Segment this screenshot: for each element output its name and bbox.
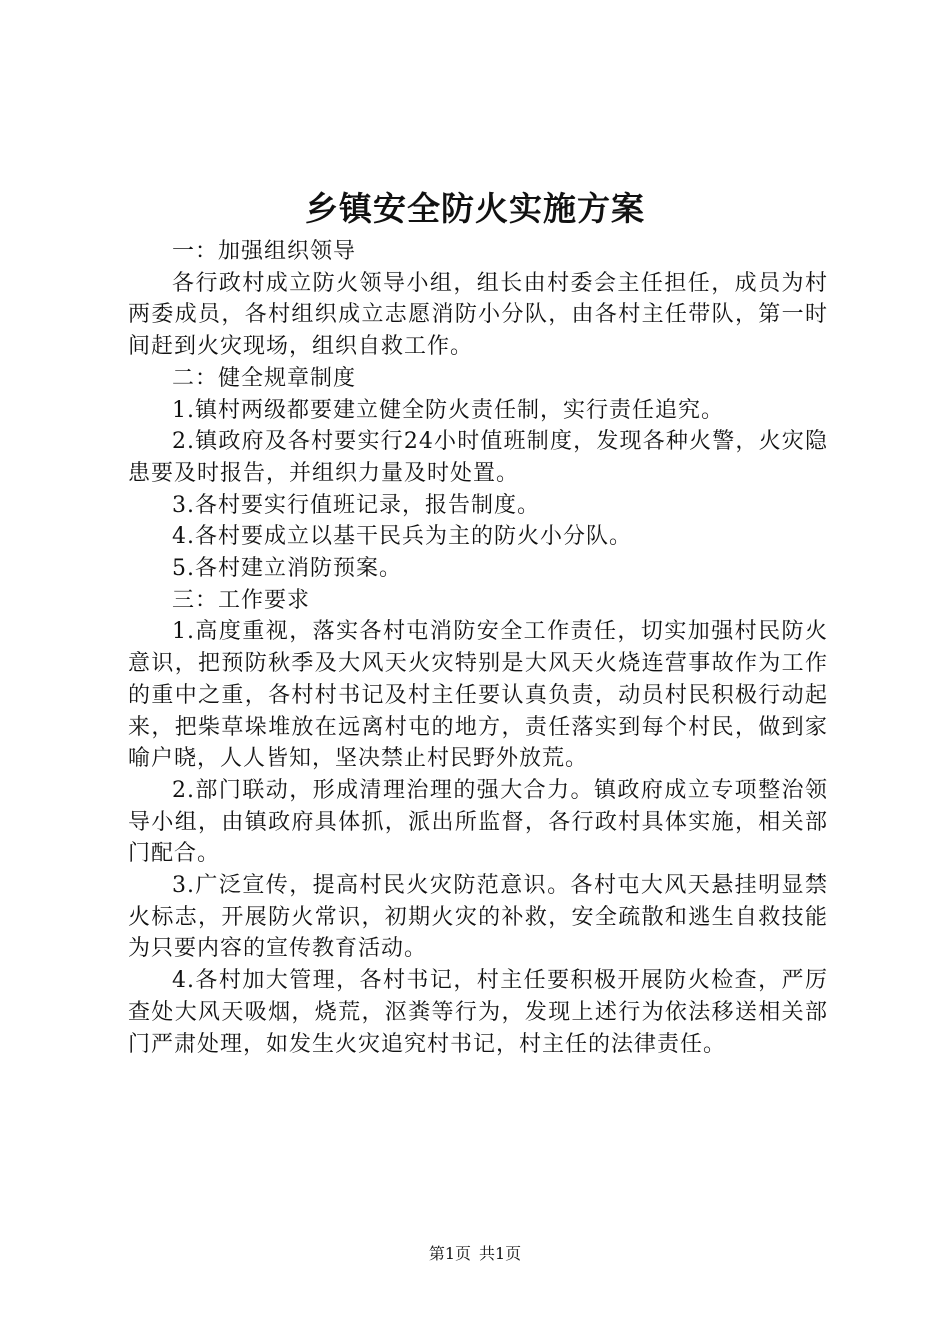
list-item: 1.高度重视，落实各村屯消防安全工作责任，切实加强村民防火意识，把预防秋季及大风天火灾特别是大风天火烧连营事故作为工作的重中之重，各村村书记及村主任要认真负责，动员村民积极行动起来，把柴草垛堆放在远离村屯的地方，责任落实到每个村民，做到家喻户晓，人人皆知，坚决禁止村民野外放荒。 xyxy=(128,619,828,772)
section-heading: 一：加强组织领导 xyxy=(172,239,357,264)
paragraph: 各行政村成立防火领导小组，组长由村委会主任担任，成员为村两委成员，各村组织成立志愿消防小分队，由各村主任带队，第一时间赶到火灾现场，组织自救工作。 xyxy=(128,270,828,360)
list-item: 4.各村要成立以基干民兵为主的防火小分队。 xyxy=(172,524,632,550)
page-footer xyxy=(0,1243,950,1265)
list-item: 3.各村要实行值班记录，报告制度。 xyxy=(172,492,540,518)
list-item: 2.部门联动，形成清理治理的强大合力。镇政府成立专项整治领导小组，由镇政府具体抓，派出所监督，各行政村具体实施，相关部门配合。 xyxy=(128,777,828,867)
list-item: 1.镇村两级都要建立健全防火责任制，实行责任追究。 xyxy=(172,397,724,423)
page-number: 第1页 xyxy=(428,1244,471,1263)
list-item: 4.各村加大管理，各村书记，村主任要积极开展防火检查，严厉查处大风天吸烟，烧荒，沤粪等行为，发现上述行为依法移送相关部门严肃处理，如发生火灾追究村书记，村主任的法律责任。 xyxy=(128,968,828,1057)
list-item: 3.广泛宣传，提高村民火灾防范意识。各村屯大风天悬挂明显禁火标志，开展防火常识，初期火灾的补救，安全疏散和逃生自救技能为只要内容的宣传教育活动。 xyxy=(128,873,828,962)
list-item: 2.镇政府及各村要实行24小时值班制度，发现各种火警，火灾隐患要及时报告，并组织力量及时处置。 xyxy=(128,429,828,486)
section-heading: 三：工作要求 xyxy=(172,587,311,613)
document-body xyxy=(128,236,828,1060)
document-title: 乡镇安全防火实施方案 xyxy=(305,189,645,228)
list-item: 5.各村建立消防预案。 xyxy=(172,556,402,582)
section-heading: 二：健全规章制度 xyxy=(172,365,357,391)
page-total: 共1页 xyxy=(479,1244,522,1263)
